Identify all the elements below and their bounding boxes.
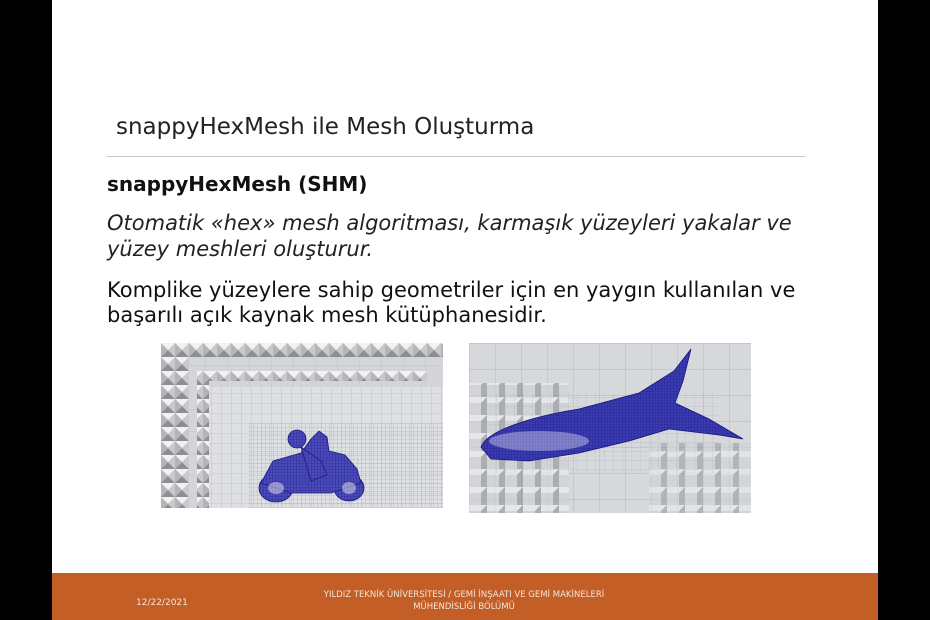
slide-footer xyxy=(52,573,878,620)
body-text: Komplike yüzeylere sahip geometriler için en yaygın kullanılan ve başarılı açık kaynak mesh kütüphanesidir. xyxy=(107,278,796,327)
description-text: Otomatik «hex» mesh algoritması, karmaşık yüzeyleri yakalar ve yüzey meshleri oluşturur. xyxy=(107,211,792,261)
title-divider xyxy=(106,156,806,157)
section-heading: snappyHexMesh (SHM) xyxy=(107,172,368,196)
slide xyxy=(52,0,878,620)
footer-date: 12/22/2021 xyxy=(136,598,188,608)
aircraft-mesh-image xyxy=(469,343,751,513)
motorbike-mesh-image xyxy=(161,343,443,508)
footer-institution: YILDIZ TEKNİK ÜNİVERSİTESİ / GEMİ İNŞAATI VE GEMİ MAKİNELERİ MÜHENDİSLİĞİ BÖLÜMÜ xyxy=(323,590,605,612)
slide-title: snappyHexMesh ile Mesh Oluşturma xyxy=(116,114,535,140)
